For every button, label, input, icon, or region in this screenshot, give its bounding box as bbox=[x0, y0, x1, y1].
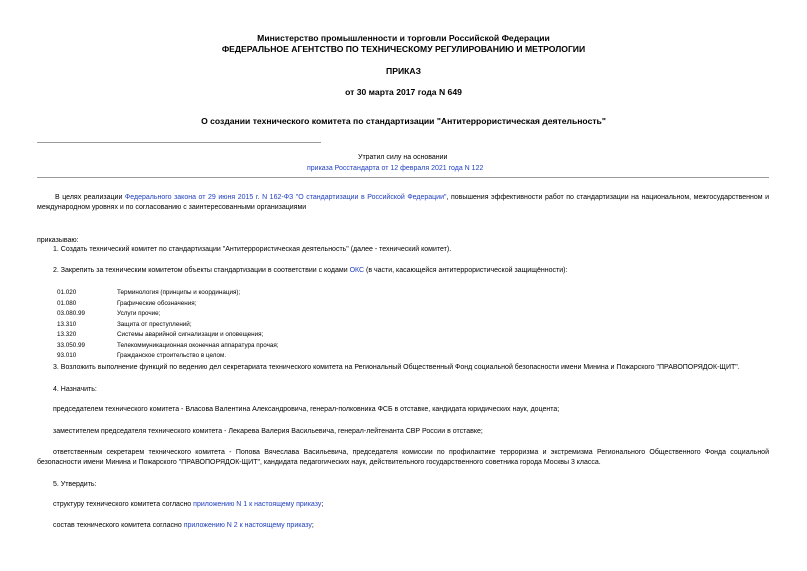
oks-desc: Терминология (принципы и координация); bbox=[117, 289, 241, 296]
oks-code: 93.010 bbox=[57, 352, 77, 359]
agency-title: ФЕДЕРАЛЬНОЕ АГЕНТСТВО ПО ТЕХНИЧЕСКОМУ РЕГУЛИРОВАНИЮ И МЕТРОЛОГИИ bbox=[221, 44, 586, 54]
order-word: приказываю: bbox=[37, 237, 79, 244]
oks-code: 03.080.99 bbox=[57, 310, 86, 317]
preamble-text-start: В целях реализации bbox=[55, 194, 125, 201]
appendix-2-link[interactable]: приложению N 2 к настоящему приказу bbox=[183, 522, 312, 529]
oks-desc: Услуги прочие; bbox=[117, 310, 161, 317]
appendix-1-link[interactable]: приложению N 1 к настоящему приказу bbox=[193, 501, 322, 508]
oks-desc: Защита от преступлений; bbox=[117, 321, 192, 328]
item-1: 1. Создать технический комитет по стандартизации "Антитеррористическая деятельность" (далее - технический комитет). bbox=[53, 246, 452, 253]
lost-force-text: Утратил силу на основании bbox=[358, 154, 448, 161]
structure-line bbox=[53, 500, 323, 510]
item-2-text: 2. Закрепить за техническим комитетом объекты стандартизации в соответствии с кодами bbox=[53, 267, 350, 274]
oks-code: 01.020 bbox=[57, 289, 77, 296]
composition-line bbox=[53, 521, 314, 531]
item-2-text-end: (в части, касающейся антитеррористической защищённости): bbox=[364, 267, 568, 274]
preamble-text-end: , повышения эффективности работ по стандартизации на национальном, межгосударственном и международном уровнях и по согласованию с заинтересованными организациями bbox=[37, 194, 770, 211]
preamble bbox=[37, 193, 769, 213]
deputy-appointment: заместителем председателя технического комитета - Лекарева Валерия Васильевича, генерал-лейтенанта СВР России в отставке; bbox=[53, 428, 483, 435]
secretary-appointment: ответственным секретарем технического комитета - Попова Вячеслава Васильевича, председателя комиссии по профилактике терроризма и экстремизма Регионального Общественного Фонда социальной безопасности имени Минина и Пожарского "ПРАВОПОРЯДОК-ЩИТ", кандидата педагогических наук, действительного государственного советника города Москвы 3 класса. bbox=[37, 449, 769, 466]
oks-code: 13.310 bbox=[57, 321, 77, 328]
oks-desc: Телекоммуникационная оконечная аппаратура прочая; bbox=[117, 342, 279, 349]
document-title: О создании технического комитета по стандартизации "Антитеррористическая деятельность" bbox=[201, 116, 606, 126]
item-5: 5. Утвердить: bbox=[53, 481, 97, 488]
oks-desc: Системы аварийной сигнализации и оповещения; bbox=[117, 331, 264, 338]
lost-force-link[interactable]: приказа Росстандарта от 12 февраля 2021 года N 122 bbox=[307, 165, 484, 172]
oks-code: 13.320 bbox=[57, 331, 77, 338]
oks-code: 33.050.99 bbox=[57, 342, 86, 349]
document-date-number: от 30 марта 2017 года N 649 bbox=[345, 87, 462, 97]
composition-text: состав технического комитета согласно bbox=[53, 522, 184, 529]
document-type: ПРИКАЗ bbox=[386, 66, 421, 76]
short-divider bbox=[37, 142, 321, 143]
oks-desc: Графические обозначения; bbox=[117, 300, 197, 307]
oks-link[interactable]: ОКС bbox=[349, 267, 365, 274]
structure-end: ; bbox=[321, 501, 324, 508]
law-162-fz-link[interactable]: Федерального закона от 29 июня 2015 г. N 162-ФЗ "О стандартизации в Российской Федерации" bbox=[124, 194, 447, 201]
chair-appointment: председателем технического комитета - Власова Валентина Александровича, генерал-полковника ФСБ в отставке, кандидата юридических наук, доцента; bbox=[53, 406, 560, 413]
item-2 bbox=[53, 266, 567, 276]
item-3: 3. Возложить выполнение функций по ведению дел секретариата технического комитета на Региональный Общественный Фонд социальной безопасности имени Минина и Пожарского "ПРАВОПОРЯДОК-ЩИТ". bbox=[53, 364, 740, 371]
structure-text: структуру технического комитета согласно bbox=[53, 501, 194, 508]
ministry-title: Министерство промышленности и торговли Российской Федерации bbox=[257, 33, 550, 43]
long-divider bbox=[37, 177, 769, 178]
oks-desc: Гражданское строительство в целом. bbox=[117, 352, 227, 359]
composition-end: ; bbox=[311, 522, 314, 529]
item-4: 4. Назначить: bbox=[53, 386, 97, 393]
oks-code: 01.080 bbox=[57, 300, 77, 307]
